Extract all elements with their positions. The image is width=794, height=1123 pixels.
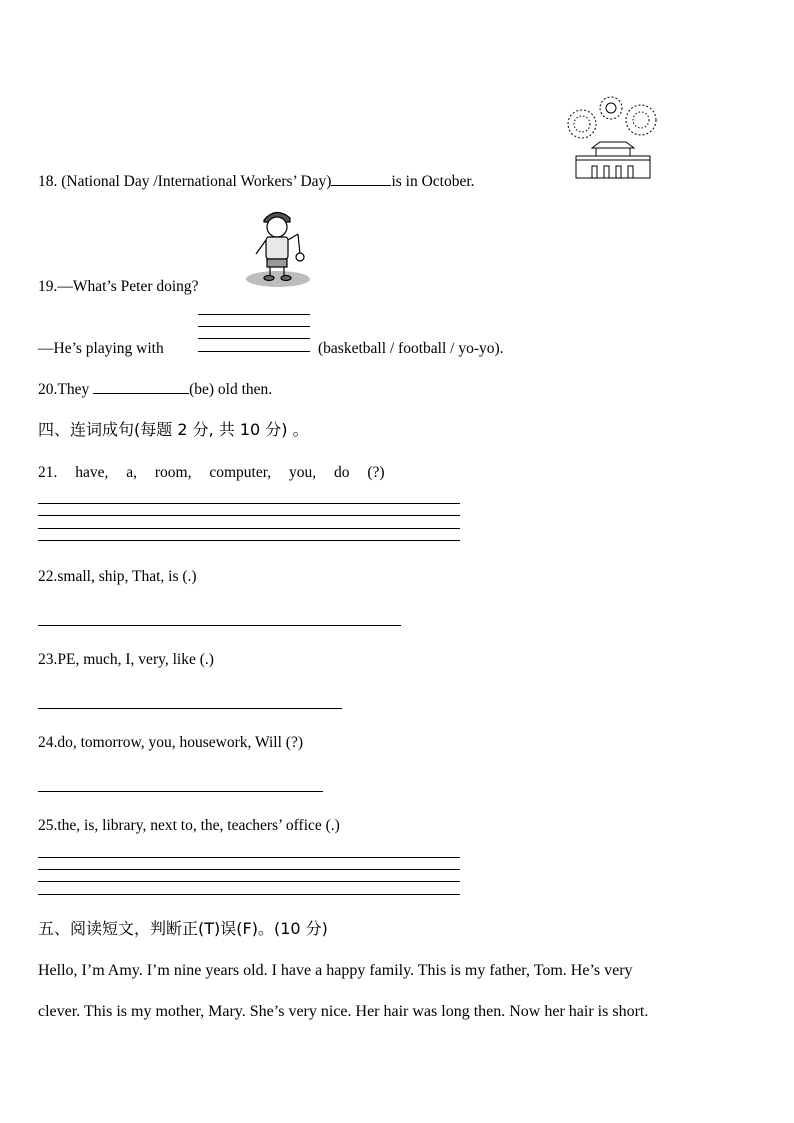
writing-line[interactable] — [198, 338, 310, 339]
writing-line[interactable] — [38, 625, 401, 626]
writing-line[interactable] — [38, 791, 323, 792]
writing-line[interactable] — [38, 540, 460, 541]
question-21: 21. have, a, room, computer, you, do (?) — [38, 464, 385, 481]
writing-line[interactable] — [198, 351, 310, 352]
question-text: is in October. — [391, 173, 475, 190]
writing-line[interactable] — [38, 869, 460, 870]
question-text: (be) old then. — [189, 381, 273, 398]
answer-blank[interactable] — [93, 379, 189, 394]
reading-line-1: Hello, I’m Amy. I’m nine years old. I have a happy family. This is my father, Tom. He’s very — [38, 962, 633, 979]
writing-line[interactable] — [38, 528, 460, 529]
writing-line[interactable] — [38, 515, 460, 516]
writing-line[interactable] — [38, 503, 460, 504]
question-20 — [38, 379, 272, 400]
question-22: 22.small, ship, That, is (.) — [38, 568, 197, 585]
options-text: (National Day /International Workers’ Day) — [61, 173, 332, 190]
question-23: 23.PE, much, I, very, like (.) — [38, 651, 214, 668]
answer-19-start: —He’s playing with — [38, 340, 164, 357]
writing-line[interactable] — [38, 708, 342, 709]
boy-yoyo-illustration — [246, 206, 312, 288]
tiananmen-fireworks-illustration — [562, 94, 664, 180]
question-text: 20.They — [38, 381, 90, 398]
reading-line-2: clever. This is my mother, Mary. She’s very nice. Her hair was long then. Now her hair is short. — [38, 1003, 649, 1020]
writing-line[interactable] — [38, 894, 460, 895]
section-5-title: 五、阅读短文，判断正(T)误(F)。(10 分) — [38, 919, 328, 938]
answer-19-options: (basketball / football / yo-yo). — [318, 340, 504, 357]
question-19: 19.—What’s Peter doing? — [38, 278, 199, 295]
answer-blank[interactable] — [331, 171, 391, 186]
question-24: 24.do, tomorrow, you, housework, Will (?) — [38, 734, 303, 751]
writing-line[interactable] — [38, 881, 460, 882]
question-18 — [38, 171, 475, 192]
writing-line[interactable] — [38, 857, 460, 858]
writing-line[interactable] — [198, 314, 310, 315]
question-number: 18. — [38, 173, 58, 190]
question-25: 25.the, is, library, next to, the, teachers’ office (.) — [38, 817, 340, 834]
section-4-title: 四、连词成句(每题 2 分, 共 10 分) 。 — [38, 420, 309, 439]
writing-line[interactable] — [198, 326, 310, 327]
